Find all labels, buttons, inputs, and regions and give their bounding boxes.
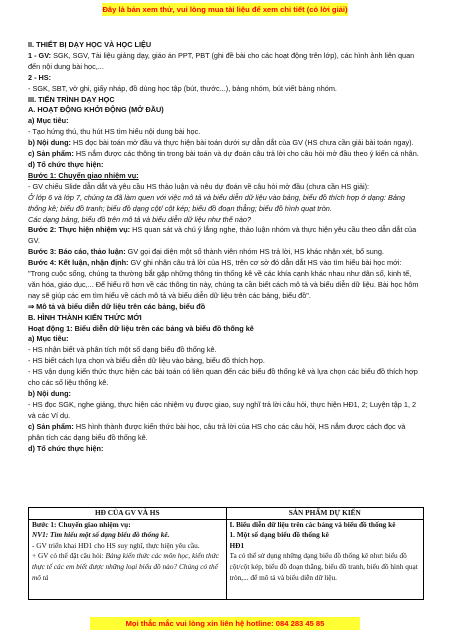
subheading: d) Tổ chức thực hiện:	[28, 443, 104, 453]
section-heading: III. TIẾN TRÌNH DẠY HỌC	[28, 94, 115, 104]
paragraph: - GV chiếu Slide dẫn dắt và yêu cầu HS thảo luận và nêu dự đoán về câu hỏi mở đầu (chưa cần HS giải):	[28, 181, 370, 191]
label: c) Sản phẩm:	[28, 421, 74, 431]
label: Bước 3: Báo cáo, thảo luận:	[28, 247, 126, 257]
paragraph: - HS đọc SGK, nghe giảng, thực hiện các nhiệm vụ được giao, suy nghĩ trả lời câu hỏi, thực hiện HĐ1, 2; Luyện tập 1, 2 và các Ví dụ.	[28, 399, 417, 420]
label: Bước 4: Kết luận, nhận định:	[28, 258, 129, 268]
subheading: b) Nội dung:	[28, 389, 71, 398]
table-row	[29, 519, 424, 599]
label: 1 - GV:	[28, 50, 52, 60]
text: GV gọi đại diện một số thành viên nhóm HS trả lời, HS khác nhận xét, bổ sung.	[125, 247, 384, 257]
label: 2 - HS:	[28, 72, 52, 82]
text: SGK, SGV, Tài liệu giảng dạy, giáo án PPT, PBT (ghi đề bài cho các hoạt động trên lớp), các hình ảnh liên quan đến nội dung bài học,...	[28, 50, 415, 71]
step-heading: Bước 1: Chuyển giao nhiệm vụ:	[32, 519, 131, 529]
paragraph	[28, 422, 423, 444]
task-heading: NV1: Tìm hiểu một số dạng biểu đồ thống kê.	[32, 530, 170, 540]
text: Ta có thể sử dụng những dạng biểu đồ thống kê như: biểu đồ cột/cột kép, biểu đồ đoạn thẳng, biểu đồ tranh, biểu đồ hình quạt tròn,... để mô tả và biểu diễn dữ liệu.	[229, 551, 418, 582]
hotline-banner: Mọi thắc mắc vui lòng xin liên hệ hotline: 084 283 45 85	[90, 617, 360, 630]
step-heading: Bước 1: Chuyển giao nhiệm vụ:	[28, 170, 139, 180]
paragraph	[28, 258, 423, 302]
paragraph	[28, 138, 423, 149]
paragraph	[28, 247, 423, 258]
paragraph	[28, 51, 423, 73]
product-subtitle: 1. Một số dạng biểu đồ thống kê	[229, 530, 329, 540]
text-italic: Bảng kiến thức các môn học, kiến thức thực tế các em biết được những loại biểu đồ nào? Chúng có thể mô tả	[32, 551, 219, 582]
section-heading: B. HÌNH THÀNH KIẾN THỨC MỚI	[28, 312, 142, 322]
paragraph-italic: Ở lớp 6 và lớp 7, chúng ta đã làm quen với việc mô tả và biểu diễn dữ liệu vào bảng, biểu đồ thích hợp ở dạng: Bảng thống kê; biểu đồ tranh; biểu đồ dạng cột/ cột kép; biểu đồ đoạn thẳng; biểu đồ hình quạt tròn.	[28, 192, 406, 213]
section-heading: II. THIẾT BỊ DẠY HỌC VÀ HỌC LIỆU	[28, 40, 152, 49]
text: HS hình thành được kiến thức bài học, câu trả lời của HS cho các câu hỏi, HS nắm được cách đọc và phân tích các dạng biểu đồ thống kê.	[28, 421, 406, 442]
product-title: I. Biểu diễn dữ liệu trên các bảng và biểu đồ thống kê	[229, 519, 396, 529]
document-body	[28, 40, 423, 454]
table-cell-teacher-student	[29, 519, 227, 599]
subheading: a) Mục tiêu:	[28, 116, 69, 126]
paragraph: - HS vận dụng kiến thức thực hiện các bài toán có liên quan đến các biểu đồ thống kê và lựa chọn các biểu đồ thích hợp cho các số liệu thống kê.	[28, 367, 418, 388]
subheading: a) Mục tiêu:	[28, 334, 69, 344]
label: c) Sản phẩm:	[28, 149, 74, 159]
paragraph	[28, 225, 423, 247]
paragraph-italic: Các dạng bảng, biểu đồ trên mô tả và biểu diễn dữ liệu như thế nào?	[28, 214, 252, 224]
table-cell-expected-product	[226, 519, 424, 599]
text: - GV triển khai HĐ1 cho HS suy nghĩ, thực hiện yêu cầu.	[32, 540, 200, 550]
section-heading: A. HOẠT ĐỘNG KHỞI ĐỘNG (MỞ ĐẦU)	[28, 105, 164, 115]
table-header-cell: HĐ CỦA GV VÀ HS	[29, 508, 227, 520]
paragraph: - HS nhận biết và phân tích một số dạng biểu đồ thống kê.	[28, 345, 217, 355]
text: GV ghi nhận câu trả lời của HS, trên cơ sở đó dẫn dắt HS vào tìm hiểu bài học mới: "Trong cuộc sống, chúng ta thường bắt gặp những thông tin thống kê về các khía cạnh khác nhau như dân số, kinh tế, văn hóa, giáo dục,... Để hiểu rõ hơn về các thông tin này, chúng ta cần biết cách mô tả và biểu diễn dữ liệu. Bài học hôm nay sẽ giúp các em tìm hiểu về cách mô tả và biểu diễn dữ liệu trên các bảng, biểu đồ".	[28, 258, 419, 300]
activity-label: HĐ1	[229, 540, 245, 550]
table-header-cell: SẢN PHẨM DỰ KIẾN	[226, 508, 424, 520]
text: HS quan sát và chú ý lắng nghe, thảo luận nhóm và thực hiện yêu cầu theo dẫn dắt của GV.	[28, 225, 417, 246]
paragraph: - Tạo hứng thú, thu hút HS tìm hiểu nội dung bài học.	[28, 127, 201, 137]
text: + GV có thể đặt câu hỏi:	[32, 551, 106, 561]
preview-notice-banner: Đây là bản xem thử, vui lòng mua tài liệu để xem chi tiết (có lời giải)	[102, 5, 348, 14]
activity-heading: Hoạt động 1: Biểu diễn dữ liệu trên các bảng và biểu đồ thống kê	[28, 323, 254, 333]
text: HS nắm được các thông tin trong bài toán và dự đoán câu trả lời cho câu hỏi mở đầu theo ý kiến cá nhân.	[73, 149, 419, 159]
label: b) Nội dung:	[28, 138, 71, 148]
paragraph: - SGK, SBT, vở ghi, giấy nháp, đồ dùng học tập (bút, thước...), bảng nhóm, bút viết bảng nhóm.	[28, 83, 337, 93]
paragraph: - HS biết cách lựa chọn và biểu diễn dữ liệu vào bảng, biểu đồ thích hợp.	[28, 356, 265, 366]
table-header-row	[29, 508, 424, 520]
paragraph	[28, 149, 423, 160]
conclusion-line: ⇒ Mô tả và biểu diễn dữ liệu trên các bảng, biểu đồ	[28, 301, 206, 311]
activity-table	[28, 507, 424, 600]
text: HS đọc bài toán mở đầu và thực hiện bài toán dưới sự dẫn dắt của GV (HS chưa cần giải bài toán ngay).	[70, 138, 414, 148]
label: Bước 2: Thực hiện nhiệm vụ:	[28, 225, 131, 235]
subheading: d) Tổ chức thực hiện:	[28, 159, 104, 169]
